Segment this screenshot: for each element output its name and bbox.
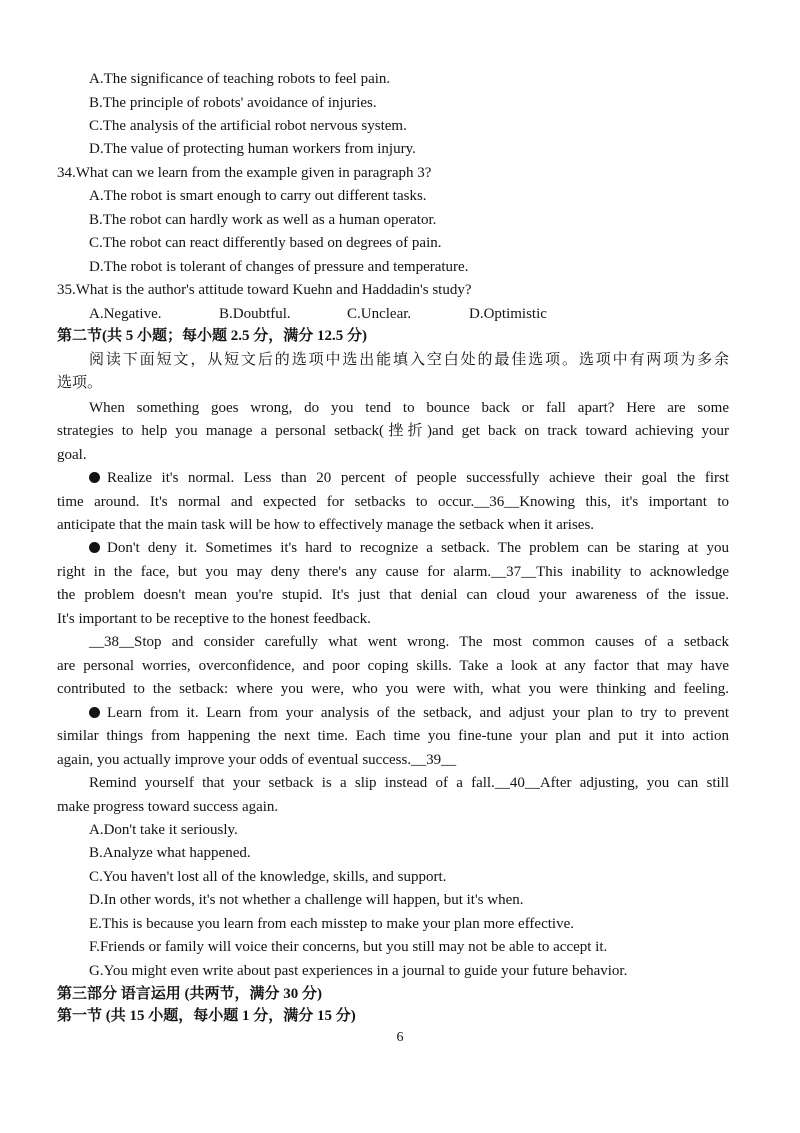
passage-p3-line2: are personal worries, overconfidence, and poor coping skills. Take a look at any factor that may have <box>57 658 729 674</box>
passage-p3-line1: __38__Stop and consider carefully what went wrong. The most common causes of a setback <box>89 634 729 650</box>
passage-p1-line1: Realize it's normal. Less than 20 percent of people successfully achieve their goal the first <box>89 468 729 488</box>
bullet-icon <box>89 542 100 553</box>
passage-p1-line3: anticipate that the main task will be how to effectively manage the setback when it arises. <box>57 517 595 533</box>
page-number: 6 <box>396 1030 404 1045</box>
q34-option-d: D.The robot is tolerant of changes of pressure and temperature. <box>89 259 469 275</box>
passage-p2-line1: Don't deny it. Sometimes it's hard to recognize a setback. The problem can be staring at you <box>89 538 729 558</box>
passage-intro-line2: strategies to help you manage a personal setback(挫折)and get back on track toward achieving your <box>57 423 729 439</box>
passage-intro-line3: goal. <box>57 447 87 463</box>
passage-p2-line2: right in the face, but you may deny there's any cause for alarm.__37__This inability to acknowledge <box>57 564 729 580</box>
passage-p5-line2: make progress toward success again. <box>57 799 279 815</box>
answer-option-c: C.You haven't lost all of the knowledge, skills, and support. <box>89 869 447 885</box>
passage-p4-line2: similar things from happening the next time. Each time you fine-tune your plan and put it into action <box>57 728 729 744</box>
answer-option-g: G.You might even write about past experiences in a journal to guide your future behavior. <box>89 963 628 979</box>
part3-heading: 第三部分 语言运用 (共两节，满分 30 分) <box>57 986 322 1002</box>
q34-stem: 34.What can we learn from the example given in paragraph 3? <box>57 165 432 181</box>
passage-p4-line3: again, you actually improve your odds of eventual success.__39__ <box>57 752 457 768</box>
bullet-icon <box>89 472 100 483</box>
q35-stem: 35.What is the author's attitude toward Kuehn and Haddadin's study? <box>57 282 472 298</box>
q35-choice-a: A.Negative. <box>89 306 162 322</box>
passage-p2-line3: the problem doesn't mean you're stupid. It's just that denial can cloud your awareness of the issue. <box>57 587 729 603</box>
passage-p4-line1: Learn from it. Learn from your analysis of the setback, and adjust your plan to try to prevent <box>89 703 729 723</box>
q35-choice-d: D.Optimistic <box>469 306 547 322</box>
passage-intro-line1: When something goes wrong, do you tend to bounce back or fall apart? Here are some <box>89 400 729 416</box>
q33-option-d: D.The value of protecting human workers from injury. <box>89 141 416 157</box>
passage-p2-line4: It's important to be receptive to the honest feedback. <box>57 611 371 627</box>
answer-option-d: D.In other words, it's not whether a challenge will happen, but it's when. <box>89 892 524 908</box>
section2-heading: 第二节(共 5 小题；每小题 2.5 分，满分 12.5 分) <box>57 328 367 344</box>
passage-p3-line3: contributed to the setback: where you were, who you were with, what you were thinking and feeling. <box>57 681 729 697</box>
q34-option-c: C.The robot can react differently based on degrees of pain. <box>89 235 442 251</box>
q33-option-a: A.The significance of teaching robots to feel pain. <box>89 71 391 87</box>
passage-p5-line1: Remind yourself that your setback is a slip instead of a fall.__40__After adjusting, you can still <box>89 775 729 791</box>
q35-choice-b: B.Doubtful. <box>219 306 291 322</box>
section2-instruction-line1: 阅读下面短文，从短文后的选项中选出能填入空白处的最佳选项。选项中有两项为多余 <box>89 352 729 368</box>
q34-option-a: A.The robot is smart enough to carry out different tasks. <box>89 188 427 204</box>
q33-option-b: B.The principle of robots' avoidance of injuries. <box>89 95 377 111</box>
answer-option-e: E.This is because you learn from each misstep to make your plan more effective. <box>89 916 574 932</box>
section2-instruction-line2: 选项。 <box>57 375 103 391</box>
bullet-icon <box>89 707 100 718</box>
q33-option-c: C.The analysis of the artificial robot nervous system. <box>89 118 407 134</box>
answer-option-b: B.Analyze what happened. <box>89 845 251 861</box>
q35-choice-c: C.Unclear. <box>347 306 412 322</box>
q34-option-b: B.The robot can hardly work as well as a human operator. <box>89 212 437 228</box>
answer-option-f: F.Friends or family will voice their concerns, but you still may not be able to accept it. <box>89 939 608 955</box>
answer-option-a: A.Don't take it seriously. <box>89 822 238 838</box>
part3-section1-heading: 第一节 (共 15 小题，每小题 1 分，满分 15 分) <box>57 1008 356 1024</box>
passage-p1-line2: time around. It's normal and expected for setbacks to occur.__36__Knowing this, it's important to <box>57 494 729 510</box>
